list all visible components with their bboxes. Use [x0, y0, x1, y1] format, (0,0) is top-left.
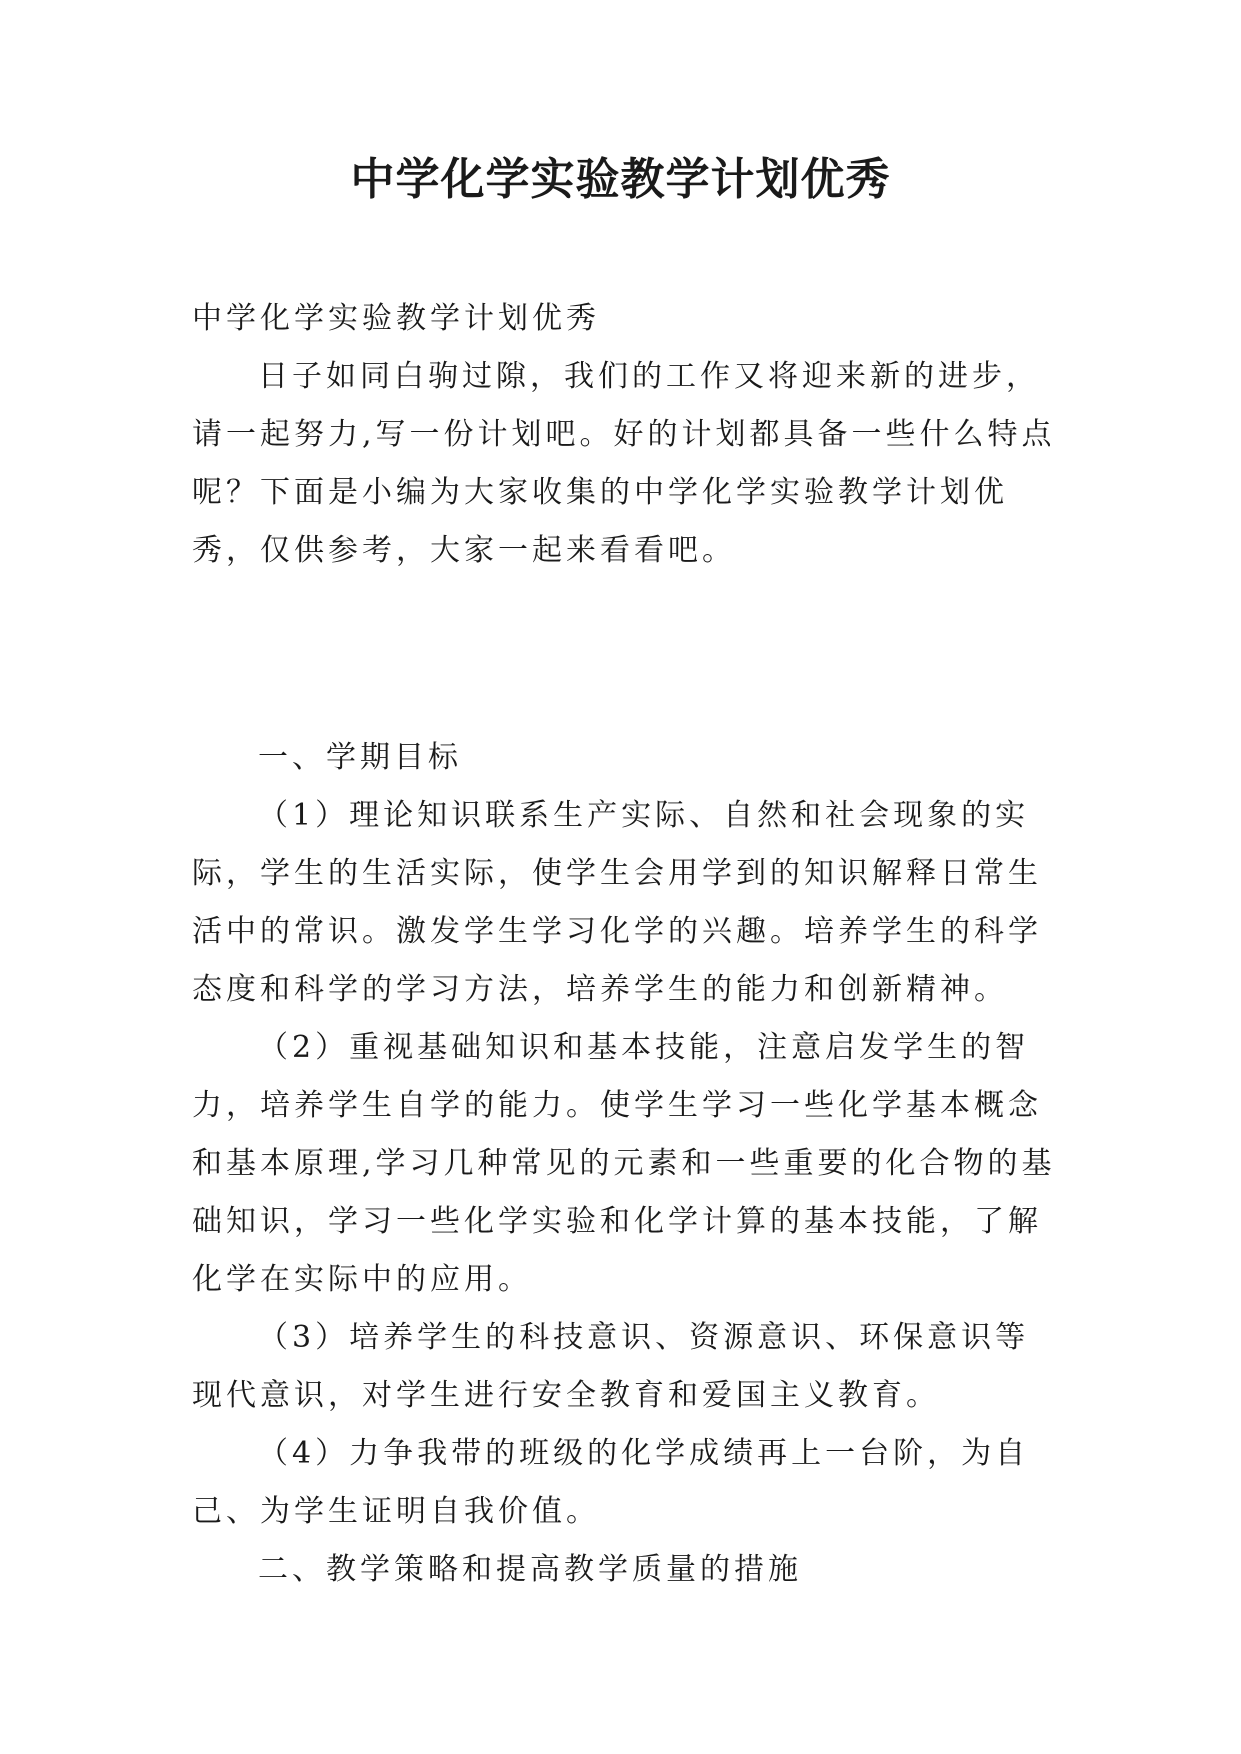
- goal-paragraph-3: （3）培养学生的科技意识、资源意识、环保意识等现代意识，对学生进行安全教育和爱国主义教育。: [192, 1320, 1030, 1413]
- section-heading-goals: 一、学期目标: [258, 740, 462, 775]
- section-spacer: [192, 580, 1060, 729]
- document-body: [192, 290, 1060, 1599]
- intro-paragraph: 日子如同白驹过隙，我们的工作又将迎来新的进步，请一起努力,写一份计划吧。好的计划都具备一些什么特点呢？下面是小编为大家收集的中学化学实验教学计划优秀，仅供参考，大家一起来看看吧。: [192, 359, 1056, 568]
- document-subtitle: 中学化学实验教学计划优秀: [192, 301, 600, 336]
- goal-paragraph-4: （4）力争我带的班级的化学成绩再上一台阶，为自己、为学生证明自我价值。: [192, 1436, 1030, 1529]
- section-heading-strategies: 二、教学策略和提高教学质量的措施: [258, 1552, 802, 1587]
- document-title: 中学化学实验教学计划优秀: [350, 154, 891, 205]
- goal-paragraph-1: （1）理论知识联系生产实际、自然和社会现象的实际，学生的生活实际，使学生会用学到的知识解释日常生活中的常识。激发学生学习化学的兴趣。培养学生的科学态度和科学的学习方法，培养学生的能力和创新精神。: [192, 798, 1042, 1007]
- goal-paragraph-2: （2）重视基础知识和基本技能，注意启发学生的智力，培养学生自学的能力。使学生学习一些化学基本概念和基本原理,学习几种常见的元素和一些重要的化合物的基础知识，学习一些化学实验和化学计算的基本技能，了解化学在实际中的应用。: [192, 1030, 1056, 1297]
